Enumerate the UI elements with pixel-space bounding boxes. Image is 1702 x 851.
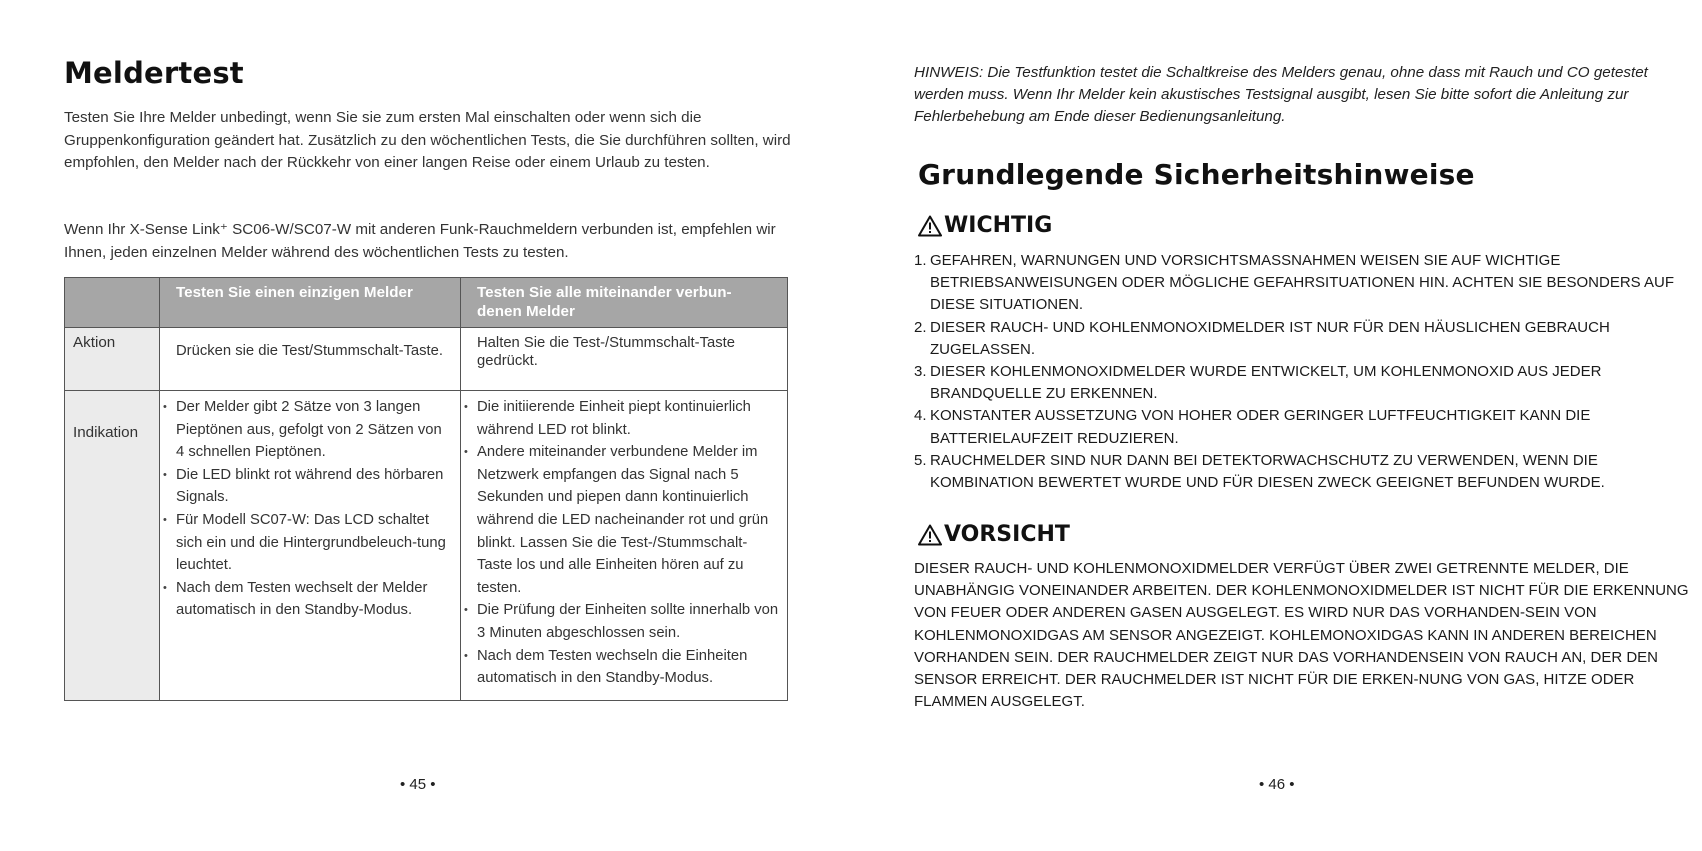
item-number: 2. <box>914 318 927 336</box>
list-item: • Der Melder gibt 2 Sätze von 3 langen Pieptönen aus, gefolgt von 2 Sätzen von 4 schnellen Pieptönen. <box>176 396 454 464</box>
important-heading <box>918 213 1052 238</box>
list-item <box>914 450 1694 494</box>
item-number: 4. <box>914 407 927 425</box>
indication-single-list <box>176 396 454 622</box>
note-paragraph: HINWEIS: Die Testfunktion testet die Schaltkreise des Melders genau, ohne dass mit Rauch und CO getestet werden muss. Wenn Ihr Melder kein akustisches Testsignal ausgibt, lesen Sie bitte sofort die Anleitung zur Fehlerbehebung am Ende dieser Bedienungsanleitung. <box>914 64 1648 125</box>
row-label-indication: Indikation <box>65 391 160 701</box>
list-item: • Die Prüfung der Einheiten sollte innerhalb von 3 Minuten abgeschlossen sein. <box>477 599 781 644</box>
table-row <box>65 328 788 391</box>
column-header-all: Testen Sie alle miteinander verbun-denen Melder <box>461 278 788 328</box>
page-number: • 45 • <box>400 776 436 793</box>
page-number: • 46 • <box>1259 776 1295 793</box>
right-page <box>851 0 1702 851</box>
list-item: • Nach dem Testen wechselt der Melder automatisch in den Standby-Modus. <box>176 577 454 622</box>
table-row <box>65 391 788 701</box>
indication-single-cell <box>160 391 461 701</box>
list-item: • Für Modell SC07-W: Das LCD schaltet sich ein und die Hintergrundbeleuch-tung leuchtet. <box>176 509 454 577</box>
item-text: DIESER KOHLENMONOXIDMELDER WURDE ENTWICKELT, UM KOHLENMONOXID AUS JEDER BRANDQUELLE ZU ERKENNEN. <box>930 363 1602 403</box>
table-header-row <box>65 278 788 328</box>
list-item <box>914 250 1694 317</box>
caution-heading-label: VORSICHT <box>944 522 1070 547</box>
list-item: • Die initiierende Einheit piept kontinuierlich während LED rot blinkt. <box>477 396 781 441</box>
column-header-single: Testen Sie einen einzigen Melder <box>160 278 461 328</box>
table-corner-cell <box>65 278 160 328</box>
item-text: GEFAHREN, WARNUNGEN UND VORSICHTSMASSNAHMEN WEISEN SIE AUF WICHTIGE BETRIEBSANWEISUNGEN ODER MÖGLICHE GEFAHRSITUATIONEN HIN. ACHTEN SIE BESONDERS AUF DIESE SITUATIONEN. <box>930 252 1675 314</box>
list-item <box>914 361 1694 405</box>
intro-paragraph: Wenn Ihr X-Sense Link⁺ SC06-W/SC07-W mit anderen Funk-Rauchmeldern verbunden ist, empfehlen wir Ihnen, jeden einzelnen Melder während des wöchentlichen Tests zu testen. <box>64 221 776 261</box>
intro-paragraph: Testen Sie Ihre Melder unbedingt, wenn Sie sie zum ersten Mal einschalten oder wenn sich die Gruppenkonfiguration geändert hat. Zusätzlich zu den wöchentlichen Tests, die Sie durchführen sollten, wird empfohlen, den Melder nach der Rückkehr von einer langen Reise oder einem Urlaub zu testen. <box>64 109 791 171</box>
item-number: 1. <box>914 252 927 269</box>
item-text: KONSTANTER AUSSETZUNG VON HOHER ODER GERINGER LUFTFEUCHTIGKEIT KANN DIE BATTERIELAUFZEIT REDUZIEREN. <box>930 407 1591 447</box>
item-number: 5. <box>914 451 927 469</box>
test-table <box>64 277 788 701</box>
list-item: • Andere miteinander verbundene Melder im Netzwerk empfangen das Signal nach 5 Sekunden und piepen dann kontinuierlich während die LED nacheinander rot und grün blinkt. Lassen Sie die Test-/Stummschalt-Taste los und alle Einheiten hören auf zu testen. <box>477 441 781 599</box>
list-item <box>914 317 1694 361</box>
important-list <box>914 250 1694 494</box>
item-text: RAUCHMELDER SIND NUR DANN BEI DETEKTORWACHSCHUTZ ZU VERWENDEN, WENN DIE KOMBINATION BEWERTET WURDE UND FÜR DIESEN ZWECK GEEIGNET BEFUNDEN WURDE. <box>930 451 1605 492</box>
list-item <box>914 405 1694 449</box>
caution-heading <box>918 522 1070 547</box>
list-item: • Die LED blinkt rot während des hörbaren Signals. <box>176 464 454 509</box>
indication-all-cell <box>461 391 788 701</box>
action-all-cell: Halten Sie die Test-/Stummschalt-Taste gedrückt. <box>461 328 788 391</box>
item-text: DIESER RAUCH- UND KOHLENMONOXIDMELDER IST NUR FÜR DEN HÄUSLICHEN GEBRAUCH ZUGELASSEN. <box>930 318 1610 358</box>
indication-all-list <box>477 396 781 690</box>
warning-triangle-icon <box>918 215 942 237</box>
action-single-cell: Drücken sie die Test/Stummschalt-Taste. <box>160 328 461 391</box>
list-item: • Nach dem Testen wechseln die Einheiten automatisch in den Standby-Modus. <box>477 645 781 690</box>
page-title: Meldertest <box>64 56 244 90</box>
section-title: Grundlegende Sicherheitshinweise <box>918 158 1475 191</box>
warning-triangle-icon <box>918 524 942 546</box>
row-label-action: Aktion <box>65 328 160 391</box>
important-heading-label: WICHTIG <box>944 213 1053 238</box>
item-number: 3. <box>914 363 927 381</box>
caution-paragraph: DIESER RAUCH- UND KOHLENMONOXIDMELDER VERFÜGT ÜBER ZWEI GETRENNTE MELDER, DIE UNABHÄNGIG VONEINANDER ARBEITEN. DER KOHLENMONOXIDMELDER IST NICHT FÜR DIE ERKENNUNG VON FEUER ODER ANDEREN GASEN AUSGELEGT. ES WIRD NUR DAS VORHANDEN-SEIN VON KOHLENMONOXIDGAS AM SENSOR ANGEZEIGT. KOHLEMONOXIDGAS KANN IN ANDEREN BEREICHEN VORHANDEN SEIN. DER RAUCHMELDER ZEIGT NUR DAS VORHANDENSEIN VON RAUCH AN, DER DEN SENSOR ERREICHT. DER RAUCHMELDER IST NICHT FÜR DIE ERKEN-NUNG VON GAS, HITZE ODER FLAMMEN AUSGELEGT. <box>914 560 1689 711</box>
